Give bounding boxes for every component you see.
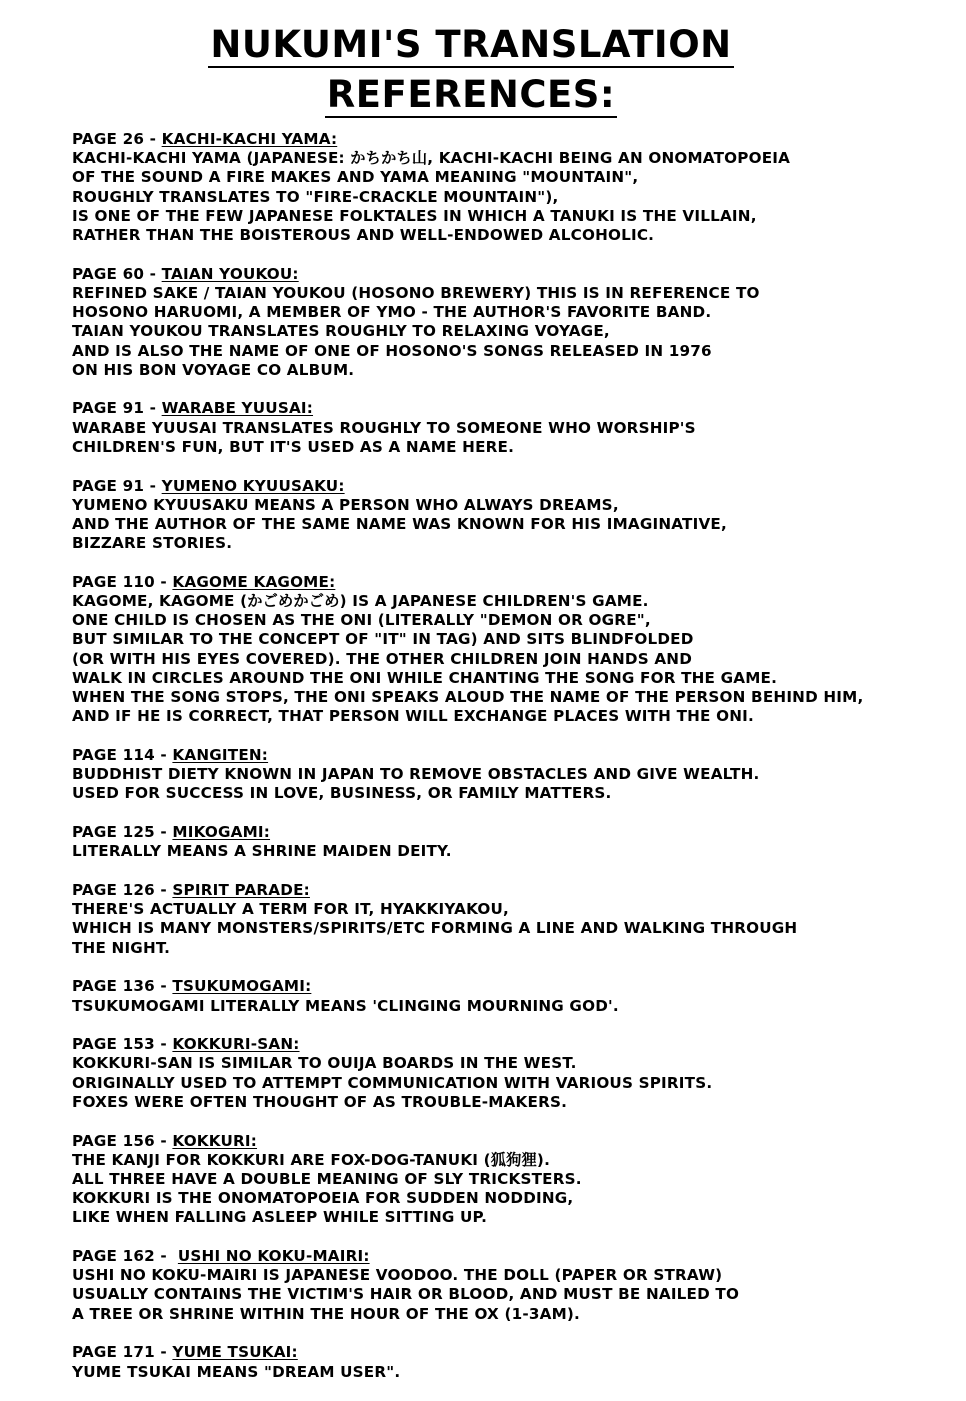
reference-text-line: AND IF HE IS CORRECT, THAT PERSON WILL EXCHANGE PLACES WITH THE ONI. xyxy=(72,707,754,726)
reference-page: PAGE 171 - xyxy=(72,1343,173,1362)
reference-text-line: OF THE SOUND A FIRE MAKES AND YAMA MEANING "MOUNTAIN", xyxy=(72,168,639,187)
reference-page: PAGE 110 - xyxy=(72,572,173,591)
reference-text-line: KOKKURI-SAN IS SIMILAR TO OUIJA BOARDS IN THE WEST. xyxy=(72,1054,577,1073)
reference-heading xyxy=(72,477,952,496)
reference-text-line: TAIAN YOUKOU TRANSLATES ROUGHLY TO RELAXING VOYAGE, xyxy=(72,322,610,341)
reference-text-line: YUMENO KYUUSAKU MEANS A PERSON WHO ALWAYS DREAMS, xyxy=(72,495,619,514)
reference-text-line: WHEN THE SONG STOPS, THE ONI SPEAKS ALOUD THE NAME OF THE PERSON BEHIND HIM, xyxy=(72,688,864,707)
reference-entry xyxy=(72,265,952,380)
reference-text-line: LIKE WHEN FALLING ASLEEP WHILE SITTING UP. xyxy=(72,1208,488,1227)
reference-page: PAGE 60 - xyxy=(72,264,162,283)
reference-text-line: WHICH IS MANY MONSTERS/SPIRITS/ETC FORMING A LINE AND WALKING THROUGH xyxy=(72,919,798,938)
reference-page: PAGE 153 - xyxy=(72,1035,173,1054)
reference-entry xyxy=(72,746,952,804)
reference-term: MIKOGAMI: xyxy=(172,823,271,842)
reference-heading xyxy=(72,881,952,900)
reference-text-line: REFINED SAKE / TAIAN YOUKOU (HOSONO BREWERY) THIS IS IN REFERENCE TO xyxy=(72,283,760,302)
reference-term: TSUKUMOGAMI: xyxy=(172,977,312,996)
reference-text-line: FOXES WERE OFTEN THOUGHT OF AS TROUBLE-MAKERS. xyxy=(72,1092,568,1111)
reference-entry xyxy=(72,573,952,727)
reference-heading xyxy=(72,746,952,765)
reference-text-line: KOKKURI IS THE ONOMATOPOEIA FOR SUDDEN NODDING, xyxy=(72,1189,574,1208)
reference-list xyxy=(72,130,952,1401)
reference-entry xyxy=(72,130,952,245)
reference-term: YUMENO KYUUSAKU: xyxy=(161,476,345,495)
reference-heading xyxy=(72,1343,952,1362)
reference-page: PAGE 114 - xyxy=(72,745,173,764)
title-line-2: REFERENCES: xyxy=(326,73,616,116)
reference-text-line: ON HIS BON VOYAGE CO ALBUM. xyxy=(72,360,355,379)
reference-text-line: BUDDHIST DIETY KNOWN IN JAPAN TO REMOVE OBSTACLES AND GIVE WEALTH. xyxy=(72,765,760,784)
reference-term: KANGITEN: xyxy=(172,745,269,764)
reference-text-line: LITERALLY MEANS A SHRINE MAIDEN DEITY. xyxy=(72,842,452,861)
reference-heading xyxy=(72,399,952,418)
reference-page: PAGE 156 - xyxy=(72,1131,173,1150)
reference-text-line: KAGOME, KAGOME (かごめかごめ) IS A JAPANESE CHILDREN'S GAME. xyxy=(72,592,649,611)
reference-text-line: (OR WITH HIS EYES COVERED). THE OTHER CHILDREN JOIN HANDS AND xyxy=(72,649,693,668)
reference-term: KOKKURI-SAN: xyxy=(172,1035,300,1054)
reference-entry xyxy=(72,977,952,1015)
reference-text-line: YUME TSUKAI MEANS "DREAM USER". xyxy=(72,1362,401,1381)
reference-heading xyxy=(72,823,952,842)
reference-page: PAGE 136 - xyxy=(72,977,173,996)
page-title xyxy=(0,20,942,120)
reference-term: SPIRIT PARADE: xyxy=(172,881,310,899)
reference-term: KOKKURI: xyxy=(172,1131,258,1150)
reference-term: KACHI-KACHI YAMA: xyxy=(161,130,338,148)
reference-page: PAGE 26 - xyxy=(72,130,162,148)
reference-page: PAGE 91 - xyxy=(72,476,162,495)
reference-term: YUME TSUKAI: xyxy=(172,1343,298,1362)
reference-text-line: USUALLY CONTAINS THE VICTIM'S HAIR OR BLOOD, AND MUST BE NAILED TO xyxy=(72,1285,740,1304)
reference-heading xyxy=(72,573,952,592)
reference-entry xyxy=(72,1132,952,1228)
reference-heading xyxy=(72,1247,952,1266)
reference-heading xyxy=(72,130,952,149)
reference-text-line: TSUKUMOGAMI LITERALLY MEANS 'CLINGING MOURNING GOD'. xyxy=(72,996,619,1015)
reference-text-line: ALL THREE HAVE A DOUBLE MEANING OF SLY TRICKSTERS. xyxy=(72,1169,582,1188)
reference-text-line: THERE'S ACTUALLY A TERM FOR IT, HYAKKIYAKOU, xyxy=(72,900,509,919)
reference-entry xyxy=(72,1343,952,1381)
reference-text-line: WALK IN CIRCLES AROUND THE ONI WHILE CHANTING THE SONG FOR THE GAME. xyxy=(72,668,778,687)
reference-term: KAGOME KAGOME: xyxy=(172,572,336,591)
reference-text-line: KACHI-KACHI YAMA (JAPANESE: かちかち山, KACHI-KACHI BEING AN ONOMATOPOEIA xyxy=(72,149,791,168)
reference-text-line: IS ONE OF THE FEW JAPANESE FOLKTALES IN WHICH A TANUKI IS THE VILLAIN, xyxy=(72,206,757,225)
reference-text-line: THE NIGHT. xyxy=(72,938,171,957)
reference-heading xyxy=(72,1132,952,1151)
reference-text-line: BUT SIMILAR TO THE CONCEPT OF "IT" IN TAG) AND SITS BLINDFOLDED xyxy=(72,630,694,649)
title-line-1: NUKUMI'S TRANSLATION xyxy=(210,23,732,66)
reference-text-line: AND THE AUTHOR OF THE SAME NAME WAS KNOWN FOR HIS IMAGINATIVE, xyxy=(72,514,727,533)
reference-text-line: ONE CHILD IS CHOSEN AS THE ONI (LITERALLY "DEMON OR OGRE", xyxy=(72,611,651,630)
reference-heading xyxy=(72,265,952,284)
reference-page: PAGE 125 - xyxy=(72,823,173,842)
reference-text-line: AND IS ALSO THE NAME OF ONE OF HOSONO'S SONGS RELEASED IN 1976 xyxy=(72,341,712,360)
reference-text-line: BIZZARE STORIES. xyxy=(72,534,233,553)
reference-term: WARABE YUUSAI: xyxy=(161,399,314,418)
reference-text-line: CHILDREN'S FUN, BUT IT'S USED AS A NAME HERE. xyxy=(72,437,515,456)
reference-page: PAGE 126 - xyxy=(72,881,173,899)
reference-entry xyxy=(72,399,952,457)
reference-text-line: ORIGINALLY USED TO ATTEMPT COMMUNICATION WITH VARIOUS SPIRITS. xyxy=(72,1073,713,1092)
reference-entry xyxy=(72,1035,952,1112)
reference-page: PAGE 91 - xyxy=(72,399,162,418)
reference-text-line: A TREE OR SHRINE WITHIN THE HOUR OF THE OX (1-3AM). xyxy=(72,1304,581,1323)
reference-entry xyxy=(72,881,952,958)
reference-text-line: ROUGHLY TRANSLATES TO "FIRE-CRACKLE MOUNTAIN"), xyxy=(72,187,559,206)
reference-heading xyxy=(72,977,952,996)
reference-entry xyxy=(72,477,952,554)
reference-term: USHI NO KOKU-MAIRI: xyxy=(177,1247,370,1266)
reference-text-line: WARABE YUUSAI TRANSLATES ROUGHLY TO SOMEONE WHO WORSHIP'S xyxy=(72,418,696,437)
reference-heading xyxy=(72,1035,952,1054)
reference-text-line: USHI NO KOKU-MAIRI IS JAPANESE VOODOO. THE DOLL (PAPER OR STRAW) xyxy=(72,1266,723,1285)
reference-text-line: RATHER THAN THE BOISTEROUS AND WELL-ENDOWED ALCOHOLIC. xyxy=(72,226,655,245)
reference-text-line: THE KANJI FOR KOKKURI ARE FOX-DOG-TANUKI (狐狗狸). xyxy=(72,1150,551,1169)
reference-entry xyxy=(72,1247,952,1324)
reference-entry xyxy=(72,823,952,861)
reference-text-line: USED FOR SUCCESS IN LOVE, BUSINESS, OR FAMILY MATTERS. xyxy=(72,784,612,803)
reference-page: PAGE 162 - xyxy=(72,1247,178,1266)
reference-term: TAIAN YOUKOU: xyxy=(161,264,299,283)
reference-text-line: HOSONO HARUOMI, A MEMBER OF YMO - THE AUTHOR'S FAVORITE BAND. xyxy=(72,303,712,322)
